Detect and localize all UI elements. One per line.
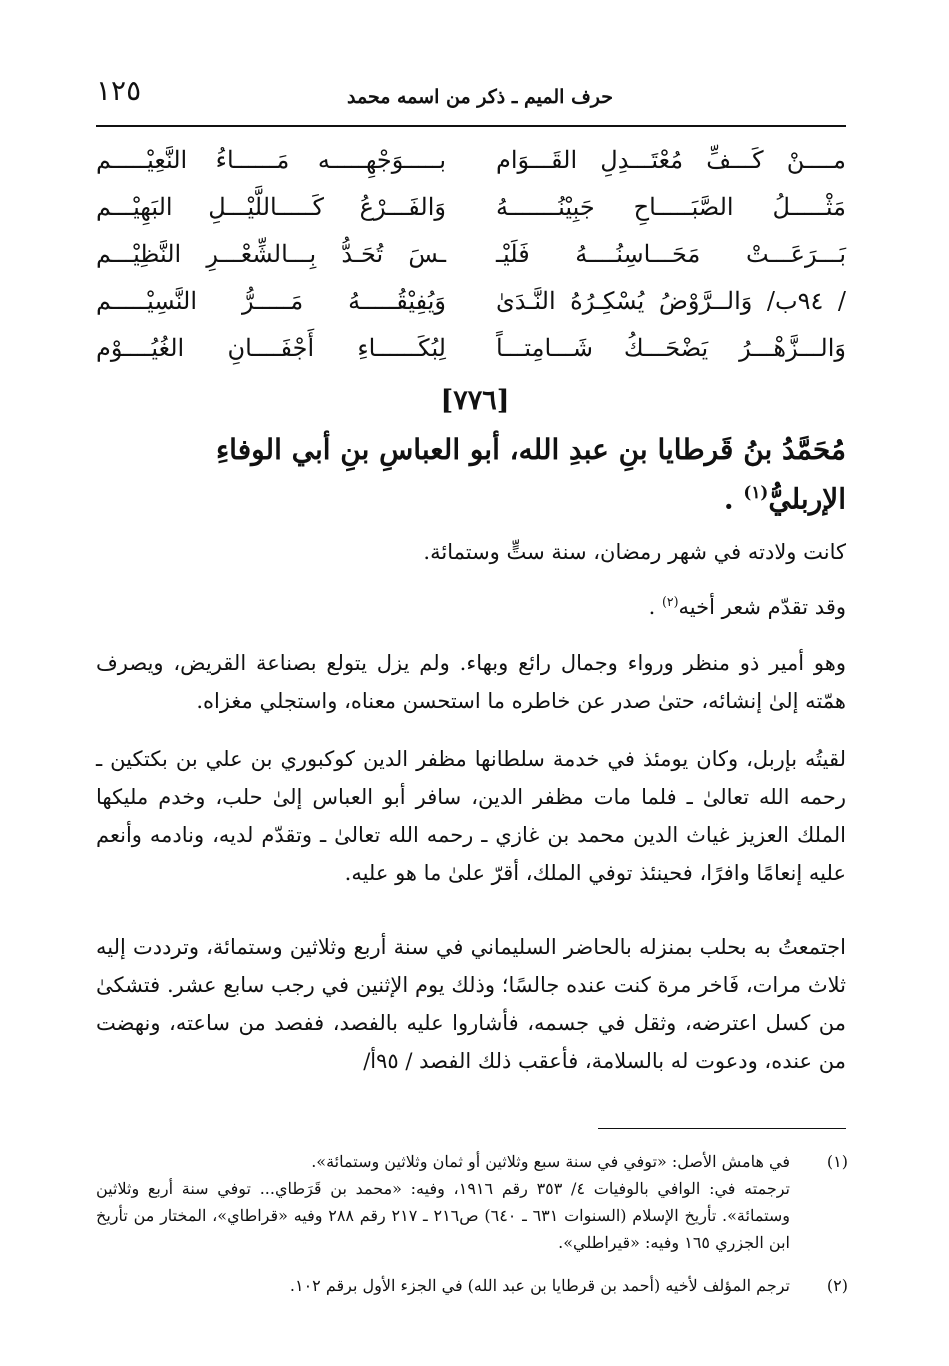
footnote-1-text: في هامش الأصل: «توفي في سنة سبع وثلاثين أو ثمان وثلاثين وستمائة». (311, 1152, 790, 1171)
footnote-2 (96, 1272, 848, 1299)
entry-number: [٧٧٦] (440, 385, 510, 416)
verse-first-hemistich: بَـــرَعَـــتْ مَحَـــاسِنُــــهُ فَلَيْـ (496, 240, 846, 268)
verse-first-hemistich: مــــنْ كَـــفِّ مُعْتَـــدِلِ القَـــوَام (496, 146, 846, 174)
entry-name-line1: مُحَمَّدُ بنُ قَرطايا بنِ عبدِ الله، أبو العباسِ بنِ أبي الوفاءِ (216, 433, 846, 466)
paragraph-description: وهو أمير ذو منظر ورواء وجمال رائع وبهاء. ولم يزل يتولع بصناعة القريض، ويصرف همّته إلىٰ إنشائه، حتىٰ صدر عن خاطره ما استحسن معناه، واستجلي مغزاه. (96, 651, 846, 713)
footnote-1-sources: ترجمته في: الوافي بالوفيات ٤/ ٣٥٣ رقم ١٩١٦، وفيه: «محمد بن قَرَطاي... توفي سنة أربع وثلاثين وستمائة». تأريخ الإسلام (السنوات ٦٣١ ـ ٦٤٠) ص٢١٦ ـ ٢١٧ رقم ٢٨٨ وفيه «قراطاي»، المختار من تأريخ ابن الجزري ١٦٥ وفيه: «قيراطلي». (96, 1179, 791, 1252)
footnote-1 (96, 1148, 848, 1256)
entry-name-line2 (96, 471, 846, 520)
poem-verse (96, 140, 846, 187)
verse-first-hemistich: مَثْـــــلُ الصَّبَـــــاحِ جَبِيْنُـــــــهُ (496, 193, 846, 221)
verse-second-hemistich: وَالفَـــرْعُ كَـــــاللَّيْـــلِ البَهِيْـــم (96, 193, 446, 221)
poem (96, 140, 846, 375)
poem-verse (96, 187, 846, 234)
page-number: ١٢٥ (96, 74, 142, 107)
entry-nisba: الإربليُّ (768, 482, 846, 516)
paragraph-brother (96, 583, 846, 626)
poem-verse (96, 234, 846, 281)
verse-second-hemistich: وَيُفِيْقُـــــهُ مَـــــرُّ النَّسِيْـــــم (96, 287, 446, 315)
verse-first-hemistich: وَالـــزَّهْـــرُ يَضْحَـــكُ شَـــامِتـــاً (496, 334, 846, 362)
footnote-1-mark: (١) (826, 1152, 848, 1171)
description-paragraph (96, 644, 846, 720)
paragraph-birth: كانت ولادته في شهر رمضان، سنة ستٍّ وستمائة. (423, 540, 846, 564)
verse-first-hemistich: / ٩٤ب/ وَالــرَّوْضُ يُسْكِـرُهُ النَّـدَىٰ (496, 287, 846, 315)
verse-second-hemistich: ـسَ تُحَـدُّ بِـــالشِّعْـــرِ النَّظِيْـــم (96, 240, 446, 268)
birth-paragraph (96, 533, 846, 571)
header-rule (96, 125, 846, 127)
aleppo-paragraph (96, 928, 846, 1080)
running-title: حرف الميم ـ ذكر من اسمه محمد (346, 86, 613, 108)
entry-name-end: . (723, 482, 734, 516)
entry-heading (96, 428, 846, 520)
paragraph-aleppo: اجتمعتُ به بحلب بمنزله بالحاضر السليماني في سنة أربع وثلاثين وستمائة، وترددت إليه ثلاث مرات، فَاخر مرة كنت عنده جالسًا؛ وذلك يوم الإثنين في رجب سابع عشر. فتشكىٰ من كسل اعترضه، وثقل في جسمه، فأشاروا عليه بالفصد، ففصد من ساعته، ونهضت من عنده، ودعوت له بالسلامة، فأعقب ذلك الفصد / ٩٥أ/ (96, 935, 846, 1073)
poem-verse (96, 281, 846, 328)
meeting-paragraph (96, 740, 846, 892)
verse-second-hemistich: لِبُكَــــــاءِ أَجْفَــــانِ الغُيُــــوْم (96, 334, 446, 362)
footnote-2-text: ترجم المؤلف لأخيه (أحمد بن قرطايا بن عبد الله) في الجزء الأول برقم ١٠٢. (289, 1276, 790, 1295)
paragraph-meeting: لقيتُه بإربل، وكان يومئذ في خدمة سلطانها مظفر الدين كوكبوري بن علي بن بكتكين ـ رحمه الله تعالىٰ ـ فلما مات مظفر الدين، سافر أبو العباس إلىٰ حلب، وخدم مليكها الملك العزيز غياث الدين محمد بن غازي ـ رحمه الله تعالىٰ ـ وتقدّم لديه، ونادمه وأنعم عليه إنعامًا وافرًا، فحينئذ توفي الملك، أقرّ علىٰ ما هو عليه. (96, 747, 846, 885)
footnote-rule (598, 1128, 846, 1129)
verse-second-hemistich: بـــــوَجْهِـــــه مَــــــاءُ النَّعِيْـــــم (96, 146, 446, 174)
footnote-2-mark: (٢) (826, 1276, 848, 1295)
brother-text: وقد تقدّم شعر أخيه (678, 595, 846, 619)
brother-paragraph (96, 583, 846, 626)
footnote-ref-2[interactable]: (٢) (661, 594, 679, 609)
brother-text-end: . (648, 595, 656, 619)
poem-verse (96, 328, 846, 375)
footnote-ref-1[interactable]: (١) (743, 482, 769, 502)
